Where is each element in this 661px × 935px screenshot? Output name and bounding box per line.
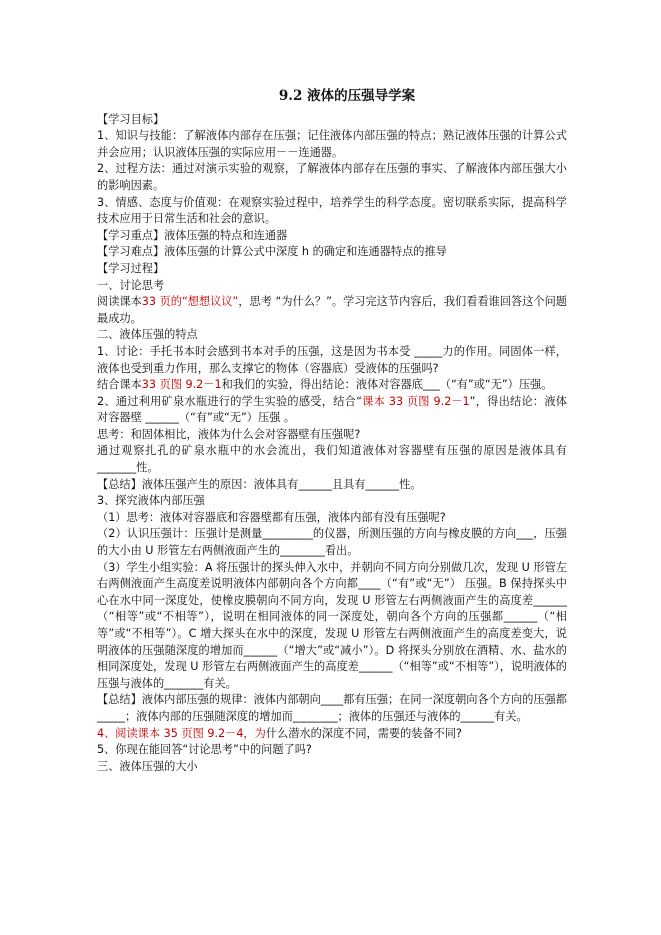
section1-heading: 一、讨论思考 (97, 278, 165, 292)
section3-heading: 3、探究液体内部压强 (97, 494, 205, 508)
section2-heading: 二、液体压强的特点 (97, 328, 198, 342)
objectives-heading: 【学习目标】 (97, 112, 165, 126)
document-page (97, 88, 567, 775)
section2-p2-text-a: 结合课本 (97, 378, 142, 392)
section1-textbook-ref: 33 页的“想想议议” (141, 295, 239, 309)
section3-item-5: 5、你现在能回答“讨论思考”中的问题了吗? (97, 743, 312, 757)
section3-item-4 (97, 726, 567, 743)
section3-question-2: （2）认识压强计：压强计是测量_________的仪器，所测压强的方向与橡皮膜的方向___，压强的大小由 U 形管左右两侧液面产生的________看出。 (97, 527, 567, 558)
section3-question-1: （1）思考：液体对容器底和容器壁都有压强，液体内部有没有压强呢? (97, 510, 446, 524)
section2-p2-figure-ref: 33 页图 9.2－1 (141, 378, 222, 392)
section2-p3-figure-ref: 课本 33 页图 9.2－1 (361, 394, 470, 408)
section2-paragraph-3 (97, 394, 567, 427)
section4-heading: 三、液体压强的大小 (97, 759, 198, 773)
section2-p3-text-b: ”，得出结论：液体对容器壁 ______（“有”或“无”）压强 。 (97, 394, 567, 425)
difficulty: 【学习难点】液体压强的计算公式中深度 h 的确定和连通器特点的推导 (97, 245, 447, 259)
section3-question-3: （3）学生小组实验：A 将压强计的探头伸入水中，并朝向不同方向分别做几次，发现 U 形管左右两侧液面产生高度差说明液体内部朝向各个方向都____（“有”或“无”） 压强。B 保持探头中心在水中同一深度处，使橡皮膜朝向不同方向，发现 U 形管左右两侧液面产生的高度差______（“相等”或“不相等”），说明在相同液体的同一深度处，朝向各个方向的压强都______（“相等”或“不相等”）。C 增大探头在水中的深度，发现 U 形管左右两侧液面产生的高度差变大，说明液体的压强随深度的增加而______（“增大”或“减小”）。D 将探头分别放在酒精、水、盐水的相同深度处，发现 U 形管左右两侧液面产生的高度差______（“相等”或“不相等”），说明液体的压强与液体的_______有关。 (97, 560, 567, 690)
section2-summary: 【总结】液体压强产生的原因：液体具有______且具有______性。 (97, 477, 422, 491)
section1-text-a: 阅读课本 (97, 295, 142, 309)
document-title: 9.2 液体的压强导学案 (278, 88, 416, 104)
objective-item-2: 2、过程方法：通过对演示实验的观察，了解液体内部存在压强的事实、了解液体内部压强大小的影响因素。 (97, 162, 567, 192)
section1-text-b: ，思考 “为什么？”。学习完这节内容后，我们看看谁回答这个问题最成功。 (97, 295, 567, 325)
objective-item-1: 1、知识与技能：了解液体内部存在压强；记住液体内部压强的特点；熟记液体压强的计算公式并会应用；认识液体压强的实际应用－－连通器。 (97, 129, 567, 159)
section2-p2-text-b: 和我们的实验，得出结论：液体对容器底___（“有”或“无”）压强。 (221, 378, 553, 392)
section3-item-4-ref: 4、阅读课本 35 页图 9.2－4，为 (97, 726, 266, 740)
objective-item-3: 3、情感、态度与价值观：在观察实验过程中，培养学生的科学态度。密切联系实际，提高科学技术应用于日常生活和社会的意识。 (97, 195, 567, 226)
section3-summary: 【总结】液体内部压强的规律：液体内部朝向____都有压强；在同一深度朝向各个方向的压强都_____；液体内部的压强随深度的增加而________；液体的压强还与液体的______有关。 (97, 693, 567, 723)
section2-paragraph-5: 通过观察扎孔的矿泉水瓶中的水会流出，我们知道液体对容器壁有压强的原因是液体具有_______性。 (97, 444, 567, 475)
section2-p3-text-a: 2、通过利用矿泉水瓶进行的学生实验的感受，结合“ (97, 394, 362, 408)
section3-item-4-text: 什么潜水的深度不同，需要的装备不同? (265, 726, 462, 740)
key-point: 【学习重点】液体压强的特点和连通器 (97, 228, 288, 242)
process-heading: 【学习过程】 (97, 261, 165, 275)
section2-paragraph-4: 思考：和固体相比，液体为什么会对容器壁有压强呢? (97, 427, 361, 441)
section2-paragraph-2 (97, 377, 567, 394)
section1-paragraph (97, 294, 567, 327)
section2-paragraph-1: 1、讨论：手托书本时会感到书本对手的压强，这是因为书本受 _____力的作用。同固体一样，液体也受到重力作用，那么支撑它的物体（容器底）受液体的压强吗? (97, 344, 567, 375)
